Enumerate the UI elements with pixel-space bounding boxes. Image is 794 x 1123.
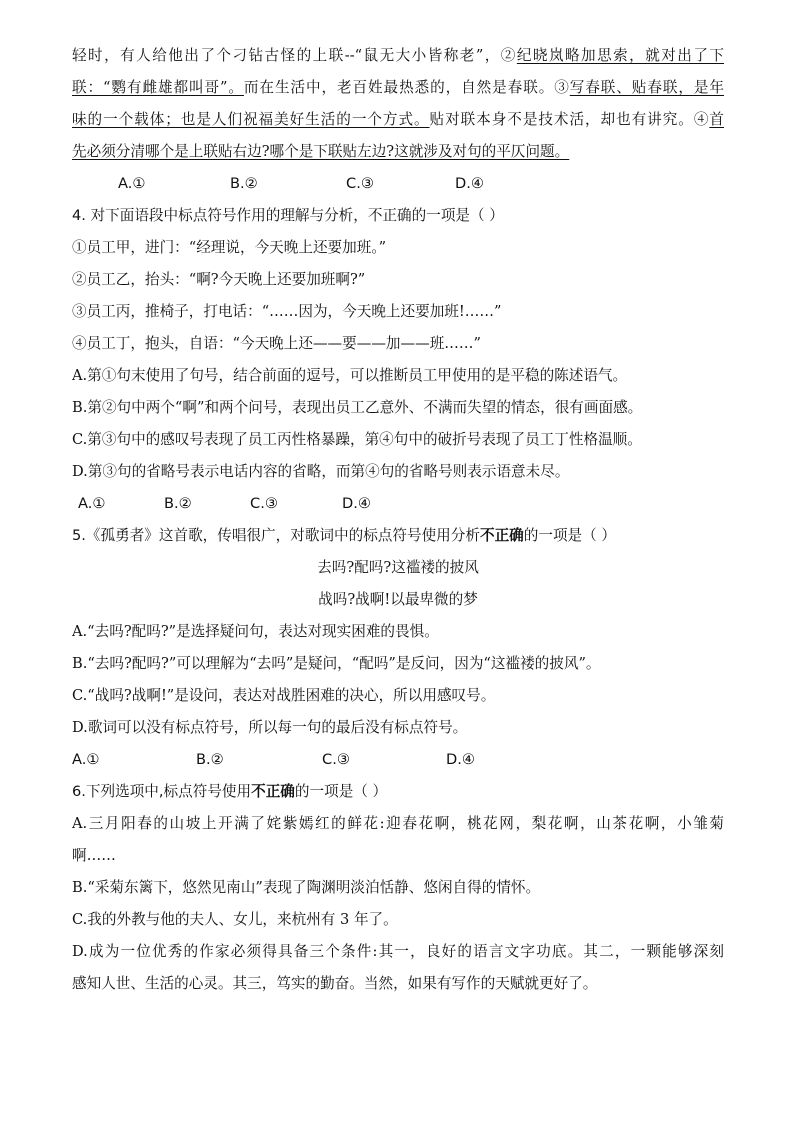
q5-options: [0, 750, 794, 770]
q3-text: 而在生活中，老百姓最热悉的，自然是春联。③: [243, 79, 570, 96]
q3-underlined-text: 首: [709, 111, 724, 128]
option-a[interactable]: A.①: [78, 495, 106, 512]
q3-text: 轻时，有人给他出了个刁钻古怪的上联--“鼠无大小皆称老”，②: [72, 47, 517, 64]
q3-options: [0, 174, 794, 194]
q6-choice-d-line-2[interactable]: 感知人世、生活的心灵。其三，笃实的勤奋。当然，如果有写作的天赋就更好了。: [72, 975, 598, 992]
q3-paragraph-line-4: [72, 142, 724, 162]
q5-choice-a[interactable]: A.“去吗?配吗?”是选择疑问句，表达对现实困难的畏惧。: [72, 623, 439, 640]
q6-stem-text: 6.下列选项中,标点符号使用: [72, 783, 252, 800]
option-a[interactable]: A.①: [118, 175, 146, 192]
q4-choice-b[interactable]: B.第②句中两个“啊”和两个问号，表现出员工乙意外、不满而失望的情态，很有画面感。: [72, 399, 643, 416]
q5-lyric-1: 去吗?配吗?这褴褛的披风: [317, 559, 479, 576]
option-c[interactable]: C.③: [322, 751, 350, 768]
q3-paragraph-line-2: [72, 78, 724, 98]
q5-choice-b[interactable]: B.“去吗?配吗?”可以理解为“去吗”是疑问，“配吗”是反问，因为“这褴褛的披风”。: [72, 655, 601, 672]
q5-lyric-2: 战吗?战啊!以最卑微的梦: [318, 591, 478, 608]
q3-underlined-text: 联：“鹦有雌雄都叫哥”。: [72, 79, 244, 96]
q4-stem: 4. 对下面语段中标点符号作用的理解与分析，不正确的一项是（ ）: [72, 207, 504, 224]
q3-underlined-text: 写春联、贴春联，是年: [569, 79, 724, 96]
option-d[interactable]: D.④: [455, 175, 484, 192]
q4-choice-c[interactable]: C.第③句中的感叹号表现了员工丙性格暴躁，第④句中的破折号表现了员工丁性格温顺。: [72, 431, 642, 448]
q4-line-4: ④员工丁，抱头，自语：“今天晚上还——要——加——班……”: [72, 335, 481, 352]
q6-stem-bold: 不正确: [251, 783, 295, 800]
option-b[interactable]: B.②: [164, 495, 192, 512]
q4-line-2: ②员工乙，抬头：“啊?今天晚上还要加班啊?”: [72, 271, 366, 288]
q3-paragraph-line-3: [72, 110, 724, 130]
option-b[interactable]: B.②: [230, 175, 258, 192]
q5-stem-text: 的一项是（ ）: [523, 527, 616, 544]
q6-stem-text: 的一项是（ ）: [294, 783, 388, 800]
option-d[interactable]: D.④: [446, 751, 475, 768]
q6-choice-a-line-2[interactable]: 啊……: [72, 847, 116, 864]
q4-line-1: ①员工甲，进门：“经理说，今天晚上还要加班。”: [72, 239, 387, 256]
q5-choice-d[interactable]: D.歌词可以没有标点符号，所以每一句的最后没有标点符号。: [72, 719, 468, 736]
q4-choice-d[interactable]: D.第③句的省略号表示电话内容的省略，而第④句的省略号则表示语意未尽。: [72, 463, 570, 480]
q6-choice-c[interactable]: C.我的外教与他的夫人、女儿，来杭州有 3 年了。: [72, 911, 398, 928]
option-b[interactable]: B.②: [196, 751, 224, 768]
q3-underlined-text: 先必须分清哪个是上联贴右边?哪个是下联贴左边?这就涉及对句的平仄问题。: [72, 143, 570, 160]
q5-stem-bold: 不正确: [479, 527, 524, 544]
option-a[interactable]: A.①: [72, 751, 100, 768]
q4-line-3: ③员工丙，推椅子，打电话：“……因为，今天晚上还要加班!……”: [72, 303, 502, 320]
q3-paragraph-line-1: [72, 46, 724, 66]
q3-underlined-text: 纪晓岚略加思索，就对出了下: [516, 47, 724, 64]
q4-choice-a[interactable]: A.第①句末使用了句号，结合前面的逗号，可以推断员工甲使用的是平稳的陈述语气。: [72, 367, 628, 384]
option-c[interactable]: C.③: [346, 175, 374, 192]
q6-choice-a-line-1[interactable]: A.三月阳春的山坡上开满了姹紫嫣红的鲜花:迎春花啊，桃花网，梨花啊，山茶花啊，小雏菊: [72, 815, 724, 832]
option-d[interactable]: D.④: [342, 495, 371, 512]
q3-underlined-text: 味的一个载体；也是人们祝福美好生活的一个方式。: [72, 111, 430, 128]
q3-text: 贴对联本身不是技术活，却也有讲究。④: [429, 111, 710, 128]
q5-choice-c[interactable]: C.“战吗?战啊!”是设问，表达对战胜困难的决心，所以用感叹号。: [72, 687, 496, 704]
q5-stem-text: 5.《孤勇者》这首歌，传唱很广，对歌词中的标点符号使用分析: [72, 527, 480, 544]
q6-choice-d-line-1[interactable]: D.成为一位优秀的作家必须得具备三个条件:其一，良好的语言文字功底。其二，一颗能够深刻: [72, 943, 724, 960]
q5-stem: [72, 526, 724, 546]
q6-stem: [72, 782, 724, 802]
q6-choice-b[interactable]: B.“采菊东篱下，悠然见南山”表现了陶渊明淡泊恬静、悠闲自得的情怀。: [72, 879, 541, 896]
q4-options: [0, 494, 794, 514]
option-c[interactable]: C.③: [250, 495, 278, 512]
